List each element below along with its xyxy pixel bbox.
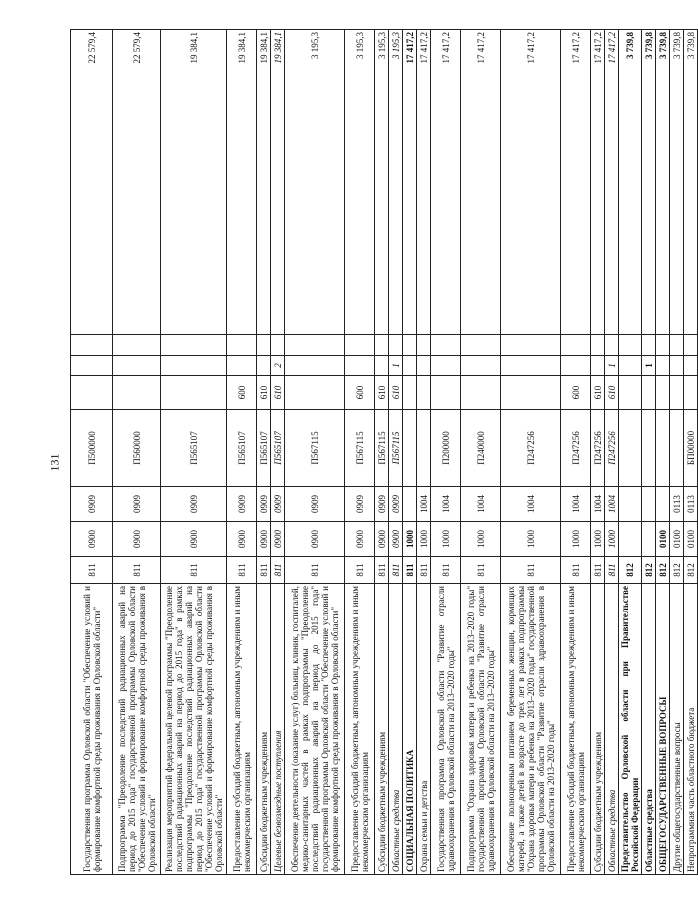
section-code-cell: 1000 xyxy=(431,522,461,557)
amount-cell: 17 417,2 xyxy=(431,30,461,335)
row-name-cell: Целевые безвозмездные поступления xyxy=(271,584,285,875)
ved-code-cell: 811 xyxy=(161,557,227,584)
ved-code-cell: 811 xyxy=(561,557,591,584)
amount-cell: 22 579,4 xyxy=(71,30,113,335)
table-row xyxy=(684,30,698,875)
table-row xyxy=(389,30,403,875)
section-code-cell: 0900 xyxy=(345,522,375,557)
subsection-code-cell: 1004 xyxy=(591,487,605,522)
row-name-cell: Субсидии бюджетным учреждениям xyxy=(591,584,605,875)
row-name-cell: Областные средства xyxy=(605,584,619,875)
ko-code-cell xyxy=(619,335,642,356)
subsection-code-cell: 0113 xyxy=(670,487,684,522)
target-article-cell: П565107 xyxy=(227,410,257,487)
section-code-cell: 1000 xyxy=(561,522,591,557)
expense-type-cell xyxy=(642,376,656,410)
target-article-cell: П567115 xyxy=(345,410,375,487)
target-article-cell xyxy=(417,410,431,487)
amount-cell: 3 739,8 xyxy=(656,30,670,335)
ko-code-cell xyxy=(684,335,698,356)
ko-code-cell xyxy=(345,335,375,356)
subsection-code-cell: 0113 xyxy=(684,487,698,522)
ved-code-cell: 811 xyxy=(113,557,161,584)
expense-type-cell xyxy=(417,376,431,410)
target-article-cell xyxy=(642,410,656,487)
ved-code-cell: 811 xyxy=(71,557,113,584)
ko-code-cell xyxy=(417,335,431,356)
subsection-code-cell: 0909 xyxy=(345,487,375,522)
row-name-cell: Областные средства xyxy=(389,584,403,875)
section-code-cell: 0100 xyxy=(656,522,670,557)
ko-code-cell xyxy=(113,335,161,356)
ved-code-cell: 811 xyxy=(431,557,461,584)
subsection-code-cell xyxy=(642,487,656,522)
kv-code-cell: 2 xyxy=(271,356,285,376)
target-article-cell: П240000 xyxy=(461,410,501,487)
amount-cell: 3 195,3 xyxy=(375,30,389,335)
ko-code-cell xyxy=(257,335,271,356)
expense-type-cell xyxy=(684,376,698,410)
section-code-cell: 0900 xyxy=(285,522,345,557)
table-row xyxy=(642,30,656,875)
subsection-code-cell: 0909 xyxy=(375,487,389,522)
kv-code-cell: 1 xyxy=(389,356,403,376)
table-row xyxy=(227,30,257,875)
budget-table xyxy=(70,29,698,875)
subsection-code-cell: 0909 xyxy=(161,487,227,522)
ved-code-cell: 812 xyxy=(642,557,656,584)
row-name-cell: Государственная программа Орловской области "Обеспечение условий и формирование комфортной среды проживания в Орловской области" xyxy=(71,584,113,875)
subsection-code-cell: 0909 xyxy=(227,487,257,522)
expense-type-cell: 610 xyxy=(375,376,389,410)
amount-cell: 19 384,1 xyxy=(257,30,271,335)
amount-cell: 3 739,8 xyxy=(642,30,656,335)
table-row xyxy=(656,30,670,875)
target-article-cell: П560000 xyxy=(113,410,161,487)
target-article-cell: П567115 xyxy=(375,410,389,487)
rotated-table-wrapper xyxy=(70,30,696,875)
ved-code-cell: 811 xyxy=(285,557,345,584)
ko-code-cell xyxy=(656,335,670,356)
amount-cell: 17 417,2 xyxy=(591,30,605,335)
row-name-cell: Субсидии бюджетным учреждениям xyxy=(375,584,389,875)
ko-code-cell xyxy=(271,335,285,356)
ved-code-cell: 811 xyxy=(403,557,417,584)
target-article-cell: П247256 xyxy=(591,410,605,487)
table-row xyxy=(461,30,501,875)
table-row xyxy=(257,30,271,875)
subsection-code-cell: 1004 xyxy=(461,487,501,522)
target-article-cell: П200000 xyxy=(431,410,461,487)
row-name-cell: Обеспечение деятельности (оказание услуг) больниц, клиник, госпиталей, медико-санитарных частей в рамках подпрограммы "Преодоление последствий радиационных аварий на период до 2015 года" государственной программы Орловской области "Обеспечение условий и формирование комфортной среды проживания в Орловской области" xyxy=(285,584,345,875)
table-row xyxy=(71,30,113,875)
ko-code-cell xyxy=(605,335,619,356)
target-article-cell xyxy=(656,410,670,487)
row-name-cell: Подпрограмма "Охрана здоровья матери и ребенка на 2013–2020 годы" государственной программы Орловской области "Развитие отрасли здравоохранения в Орловской области на 2013–2020 годы" xyxy=(461,584,501,875)
amount-cell: 17 417,2 xyxy=(605,30,619,335)
subsection-code-cell xyxy=(403,487,417,522)
ko-code-cell xyxy=(670,335,684,356)
target-article-cell: П247256 xyxy=(501,410,561,487)
table-row xyxy=(417,30,431,875)
subsection-code-cell: 1004 xyxy=(605,487,619,522)
kv-code-cell xyxy=(684,356,698,376)
row-name-cell: Реализация мероприятий федеральной целевой программы "Преодоление последствий радиационных аварий на период до 2015 года" в рамках подпрограммы "Преодоление последствий радиационных аварий на период до 2015 года" государственной программы Орловской области "Обеспечение условий и формирование комфортной среды проживания в Орловской области" xyxy=(161,584,227,875)
section-code-cell: 0100 xyxy=(670,522,684,557)
ved-code-cell: 811 xyxy=(591,557,605,584)
amount-cell: 3 739,8 xyxy=(684,30,698,335)
kv-code-cell: 1 xyxy=(605,356,619,376)
subsection-code-cell: 0909 xyxy=(271,487,285,522)
section-code-cell: 0900 xyxy=(227,522,257,557)
subsection-code-cell: 0909 xyxy=(113,487,161,522)
expense-type-cell: 600 xyxy=(561,376,591,410)
expense-type-cell: 610 xyxy=(605,376,619,410)
row-name-cell: Представительство Орловской области при Правительстве Российской Федерации xyxy=(619,584,642,875)
ved-code-cell: 811 xyxy=(389,557,403,584)
table-row xyxy=(591,30,605,875)
row-name-cell: Предоставление субсидий бюджетным, автономным учреждениям и иным некоммерческим организациям xyxy=(227,584,257,875)
amount-cell: 3 739,8 xyxy=(619,30,642,335)
expense-type-cell: 610 xyxy=(271,376,285,410)
row-name-cell: Обеспечение полноценным питанием беременных женщин, кормящих матерей, а также детей в возрасте до трех лет в рамках подпрограммы "Охрана здоровья матери и ребенка на 2013–2020 годы" государственной программы Орловской области "Развитие отрасли здравоохранения в Орловской области на 2013–2020 годы" xyxy=(501,584,561,875)
ko-code-cell xyxy=(389,335,403,356)
table-row xyxy=(345,30,375,875)
kv-code-cell xyxy=(619,356,642,376)
section-code-cell xyxy=(642,522,656,557)
amount-cell: 17 417,2 xyxy=(403,30,417,335)
target-article-cell: БП00000 xyxy=(684,410,698,487)
kv-code-cell xyxy=(656,356,670,376)
target-article-cell xyxy=(403,410,417,487)
ved-code-cell: 812 xyxy=(619,557,642,584)
table-row xyxy=(501,30,561,875)
kv-code-cell xyxy=(113,356,161,376)
row-name-cell: Государственная программа Орловской области "Развитие отрасли здравоохранения в Орловской области на 2013–2020 годы" xyxy=(431,584,461,875)
subsection-code-cell xyxy=(656,487,670,522)
target-article-cell: П247256 xyxy=(561,410,591,487)
table-area xyxy=(70,30,696,875)
row-name-cell: Субсидии бюджетным учреждениям xyxy=(257,584,271,875)
kv-code-cell xyxy=(501,356,561,376)
ko-code-cell xyxy=(227,335,257,356)
amount-cell: 19 384,1 xyxy=(227,30,257,335)
row-name-cell: СОЦИАЛЬНАЯ ПОЛИТИКА xyxy=(403,584,417,875)
amount-cell: 3 195,3 xyxy=(345,30,375,335)
target-article-cell: П247256 xyxy=(605,410,619,487)
ved-code-cell: 811 xyxy=(345,557,375,584)
ved-code-cell: 811 xyxy=(227,557,257,584)
table-row xyxy=(670,30,684,875)
section-code-cell: 0900 xyxy=(161,522,227,557)
amount-cell: 3 739,8 xyxy=(670,30,684,335)
row-name-cell: Другие общегосударственные вопросы xyxy=(670,584,684,875)
kv-code-cell xyxy=(561,356,591,376)
ved-code-cell: 811 xyxy=(271,557,285,584)
row-name-cell: Предоставление субсидий бюджетным, автономным учреждениям и иным некоммерческим организациям xyxy=(561,584,591,875)
subsection-code-cell: 0909 xyxy=(71,487,113,522)
kv-code-cell xyxy=(227,356,257,376)
amount-cell: 17 417,2 xyxy=(461,30,501,335)
ko-code-cell xyxy=(461,335,501,356)
amount-cell: 3 195,3 xyxy=(285,30,345,335)
amount-cell: 19 384,1 xyxy=(271,30,285,335)
amount-cell: 19 384,1 xyxy=(161,30,227,335)
kv-code-cell xyxy=(285,356,345,376)
table-row xyxy=(375,30,389,875)
ved-code-cell: 811 xyxy=(417,557,431,584)
row-name-cell: Непрограммная часть областного бюджета xyxy=(684,584,698,875)
target-article-cell: П565107 xyxy=(161,410,227,487)
section-code-cell: 1000 xyxy=(501,522,561,557)
subsection-code-cell: 1004 xyxy=(501,487,561,522)
expense-type-cell xyxy=(71,376,113,410)
expense-type-cell xyxy=(113,376,161,410)
amount-cell: 17 417,2 xyxy=(417,30,431,335)
kv-code-cell xyxy=(257,356,271,376)
subsection-code-cell: 1004 xyxy=(561,487,591,522)
ved-code-cell: 811 xyxy=(501,557,561,584)
subsection-code-cell xyxy=(619,487,642,522)
ko-code-cell xyxy=(375,335,389,356)
section-code-cell xyxy=(619,522,642,557)
target-article-cell xyxy=(619,410,642,487)
expense-type-cell xyxy=(431,376,461,410)
ved-code-cell: 812 xyxy=(684,557,698,584)
target-article-cell: П565107 xyxy=(271,410,285,487)
subsection-code-cell: 0909 xyxy=(285,487,345,522)
ved-code-cell: 812 xyxy=(656,557,670,584)
table-row xyxy=(271,30,285,875)
ko-code-cell xyxy=(403,335,417,356)
ko-code-cell xyxy=(642,335,656,356)
expense-type-cell xyxy=(161,376,227,410)
row-name-cell: Областные средства xyxy=(642,584,656,875)
section-code-cell: 1000 xyxy=(605,522,619,557)
section-code-cell: 0900 xyxy=(389,522,403,557)
row-name-cell: Охрана семьи и детства xyxy=(417,584,431,875)
kv-code-cell xyxy=(461,356,501,376)
subsection-code-cell: 1004 xyxy=(431,487,461,522)
expense-type-cell xyxy=(656,376,670,410)
amount-cell: 17 417,2 xyxy=(561,30,591,335)
expense-type-cell xyxy=(501,376,561,410)
subsection-code-cell: 0909 xyxy=(389,487,403,522)
ved-code-cell: 811 xyxy=(605,557,619,584)
expense-type-cell xyxy=(285,376,345,410)
section-code-cell: 0900 xyxy=(375,522,389,557)
budget-table-body xyxy=(71,30,698,875)
section-code-cell: 1000 xyxy=(591,522,605,557)
expense-type-cell: 610 xyxy=(591,376,605,410)
table-row xyxy=(431,30,461,875)
row-name-cell: Подпрограмма "Преодоление последствий радиационных аварий на период до 2015 года" государственной программы Орловской области "Обеспечение условий и формирование комфортной среды проживания в Орловской области" xyxy=(113,584,161,875)
expense-type-cell xyxy=(461,376,501,410)
expense-type-cell xyxy=(670,376,684,410)
expense-type-cell xyxy=(619,376,642,410)
ko-code-cell xyxy=(591,335,605,356)
expense-type-cell: 610 xyxy=(257,376,271,410)
table-row xyxy=(403,30,417,875)
section-code-cell: 0900 xyxy=(113,522,161,557)
target-article-cell: П567115 xyxy=(285,410,345,487)
target-article-cell: П567115 xyxy=(389,410,403,487)
table-row xyxy=(113,30,161,875)
kv-code-cell xyxy=(403,356,417,376)
kv-code-cell xyxy=(670,356,684,376)
kv-code-cell xyxy=(375,356,389,376)
expense-type-cell: 600 xyxy=(345,376,375,410)
row-name-cell: ОБЩЕГОСУДАРСТВЕННЫЕ ВОПРОСЫ xyxy=(656,584,670,875)
table-row xyxy=(605,30,619,875)
section-code-cell: 1000 xyxy=(403,522,417,557)
table-row xyxy=(161,30,227,875)
ko-code-cell xyxy=(561,335,591,356)
page-number: 131 xyxy=(47,453,62,472)
expense-type-cell: 610 xyxy=(389,376,403,410)
kv-code-cell xyxy=(345,356,375,376)
ved-code-cell: 812 xyxy=(670,557,684,584)
table-row xyxy=(619,30,642,875)
kv-code-cell xyxy=(431,356,461,376)
ved-code-cell: 811 xyxy=(375,557,389,584)
target-article-cell: П500000 xyxy=(71,410,113,487)
kv-code-cell xyxy=(591,356,605,376)
section-code-cell: 1000 xyxy=(461,522,501,557)
kv-code-cell xyxy=(71,356,113,376)
table-row xyxy=(285,30,345,875)
table-row xyxy=(561,30,591,875)
amount-cell: 17 417,2 xyxy=(501,30,561,335)
ko-code-cell xyxy=(161,335,227,356)
ko-code-cell xyxy=(71,335,113,356)
target-article-cell xyxy=(670,410,684,487)
ko-code-cell xyxy=(431,335,461,356)
ved-code-cell: 811 xyxy=(257,557,271,584)
section-code-cell: 1000 xyxy=(417,522,431,557)
expense-type-cell xyxy=(403,376,417,410)
amount-cell: 3 195,3 xyxy=(389,30,403,335)
section-code-cell: 0900 xyxy=(271,522,285,557)
subsection-code-cell: 1004 xyxy=(417,487,431,522)
amount-cell: 22 579,4 xyxy=(113,30,161,335)
ko-code-cell xyxy=(501,335,561,356)
section-code-cell: 0900 xyxy=(71,522,113,557)
expense-type-cell: 600 xyxy=(227,376,257,410)
target-article-cell: П565107 xyxy=(257,410,271,487)
kv-code-cell: 1 xyxy=(642,356,656,376)
kv-code-cell xyxy=(161,356,227,376)
section-code-cell: 0900 xyxy=(257,522,271,557)
kv-code-cell xyxy=(417,356,431,376)
section-code-cell: 0100 xyxy=(684,522,698,557)
ved-code-cell: 811 xyxy=(461,557,501,584)
row-name-cell: Предоставление субсидий бюджетным, автономным учреждениям и иным некоммерческим организациям xyxy=(345,584,375,875)
ko-code-cell xyxy=(285,335,345,356)
subsection-code-cell: 0909 xyxy=(257,487,271,522)
